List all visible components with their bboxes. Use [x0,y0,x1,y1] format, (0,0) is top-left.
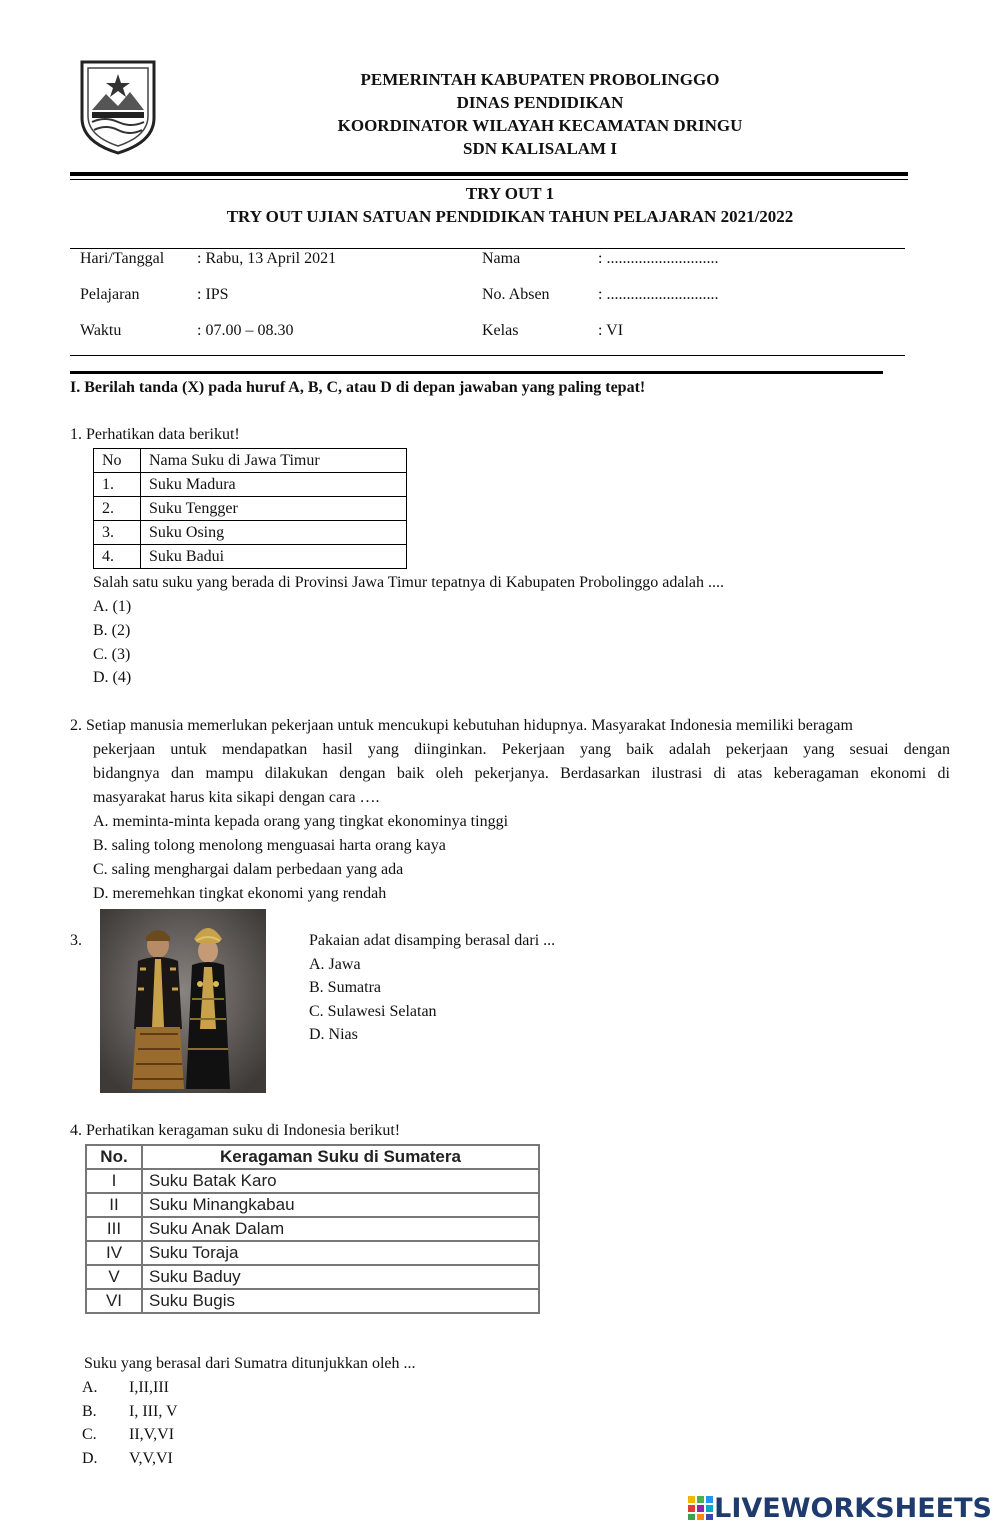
q4-intro: 4. Perhatikan keragaman suku di Indonesia berikut! [70,1122,401,1139]
info-time-label: Waktu [80,322,122,339]
q2-line-2: pekerjaan untuk mendapatkan hasil yang diinginkan. Pekerjaan yang baik adalah pekerjaan yang sesuai dengan [93,741,950,758]
q4-question: Suku yang berasal dari Sumatra ditunjukkan oleh ... [84,1355,416,1372]
q1-cell-no: 1. [94,473,141,497]
q2-option-c[interactable]: C. saling menghargai dalam perbedaan yang ada [93,861,404,878]
table-row [94,545,407,569]
exam-subtitle: TRY OUT UJIAN SATUAN PENDIDIKAN TAHUN PELAJARAN 2021/2022 [226,207,794,226]
q4-option-b-letter: B. [82,1403,97,1420]
q4-table [85,1144,540,1314]
q1-option-c[interactable]: C. (3) [93,646,131,663]
section-rule [70,371,883,374]
q1-header-name: Nama Suku di Jawa Timur [141,449,407,473]
q3-question: Pakaian adat disamping berasal dari ... [309,932,556,949]
info-class-label: Kelas [482,322,519,339]
q1-question: Salah satu suku yang berada di Provinsi Jawa Timur tepatnya di Kabupaten Probolinggo adalah .... [93,574,725,591]
liveworksheets-icon [688,1496,714,1520]
info-name-label: Nama [482,250,521,267]
header-department: DINAS PENDIDIKAN [456,93,624,112]
q4-cell-name: Suku Batak Karo [142,1169,539,1193]
q2-line-4: masyarakat harus kita sikapi dengan cara …. [93,789,380,806]
q4-cell-no: I [86,1169,142,1193]
q1-cell-name: Suku Madura [141,473,407,497]
info-name-field[interactable]: : ............................ [598,250,719,267]
regency-emblem-logo [78,58,158,156]
header-school: SDN KALISALAM I [463,139,617,158]
liveworksheets-text: LIVEWORKSHEETS [714,1493,992,1524]
table-row [86,1217,539,1241]
q1-cell-name: Suku Osing [141,521,407,545]
table-row [86,1169,539,1193]
q1-option-b[interactable]: B. (2) [93,622,131,639]
q3-number: 3. [70,932,82,949]
q3-option-c[interactable]: C. Sulawesi Selatan [309,1003,437,1020]
q1-cell-name: Suku Tengger [141,497,407,521]
q4-option-a-letter: A. [82,1379,98,1396]
q4-option-c-letter: C. [82,1426,97,1443]
info-absen-field[interactable]: : ............................ [598,286,719,303]
q4-cell-no: IV [86,1241,142,1265]
q4-option-d-letter: D. [82,1450,98,1467]
q4-cell-name: Suku Toraja [142,1241,539,1265]
q2-option-d[interactable]: D. meremehkan tingkat ekonomi yang rendah [93,885,387,902]
table-row [86,1265,539,1289]
info-time-value: : 07.00 – 08.30 [197,322,294,339]
info-day-value: : Rabu, 13 April 2021 [197,250,337,267]
q4-cell-no: III [86,1217,142,1241]
q4-cell-no: VI [86,1289,142,1313]
info-class-value: : VI [598,322,624,339]
exam-title: TRY OUT 1 [465,184,555,203]
q4-header-no: No. [86,1145,142,1169]
q4-cell-no: II [86,1193,142,1217]
q1-option-d[interactable]: D. (4) [93,669,132,686]
header-thick-rule [70,172,908,176]
q4-cell-name: Suku Baduy [142,1265,539,1289]
q4-cell-name: Suku Bugis [142,1289,539,1313]
q4-option-a[interactable]: I,II,III [129,1379,169,1396]
q2-option-b[interactable]: B. saling tolong menolong menguasai harta orang kaya [93,837,446,854]
q1-cell-no: 2. [94,497,141,521]
q2-option-a[interactable]: A. meminta-minta kepada orang yang tingkat ekonominya tinggi [93,813,509,830]
table-row [94,497,407,521]
q4-option-c[interactable]: II,V,VI [129,1426,175,1443]
q4-table-header [86,1145,539,1169]
info-subject-label: Pelajaran [80,286,140,303]
q1-option-a[interactable]: A. (1) [93,598,132,615]
traditional-costume-photo [100,909,266,1093]
q1-cell-no: 4. [94,545,141,569]
q2-line-3: bidangnya dan mampu dilakukan dengan baik oleh pekerjanya. Berdasarkan ilustrasi di atas keberagaman ekonomi di [93,765,950,782]
table-row [86,1241,539,1265]
q3-option-d[interactable]: D. Nias [309,1026,358,1043]
q4-option-b[interactable]: I, III, V [129,1403,178,1420]
table-row [94,473,407,497]
info-top-rule [70,248,905,249]
section-instruction: I. Berilah tanda (X) pada huruf A, B, C, atau D di depan jawaban yang paling tepat! [70,379,646,396]
q1-intro: 1. Perhatikan data berikut! [70,426,240,443]
info-day-label: Hari/Tanggal [80,250,165,267]
table-row [86,1193,539,1217]
q3-option-a[interactable]: A. Jawa [309,956,361,973]
header-thin-rule [70,179,908,180]
q4-cell-no: V [86,1265,142,1289]
q1-cell-no: 3. [94,521,141,545]
liveworksheets-logo[interactable] [688,1493,992,1524]
q1-header-no: No [94,449,141,473]
table-row [86,1289,539,1313]
q1-table [93,448,407,569]
q1-table-header [94,449,407,473]
info-absen-label: No. Absen [482,286,550,303]
header-government: PEMERINTAH KABUPATEN PROBOLINGGO [360,70,720,89]
q4-header-name: Keragaman Suku di Sumatera [142,1145,539,1169]
header-coordinator: KOORDINATOR WILAYAH KECAMATAN DRINGU [337,116,743,135]
q4-cell-name: Suku Minangkabau [142,1193,539,1217]
q3-option-b[interactable]: B. Sumatra [309,979,381,996]
q4-option-d[interactable]: V,V,VI [129,1450,173,1467]
info-subject-value: : IPS [197,286,229,303]
info-bottom-rule [70,355,905,356]
q1-cell-name: Suku Badui [141,545,407,569]
q4-cell-name: Suku Anak Dalam [142,1217,539,1241]
table-row [94,521,407,545]
q2-line-1: 2. Setiap manusia memerlukan pekerjaan untuk mencukupi kebutuhan hidupnya. Masyarakat Indonesia memiliki beragam [70,717,853,734]
